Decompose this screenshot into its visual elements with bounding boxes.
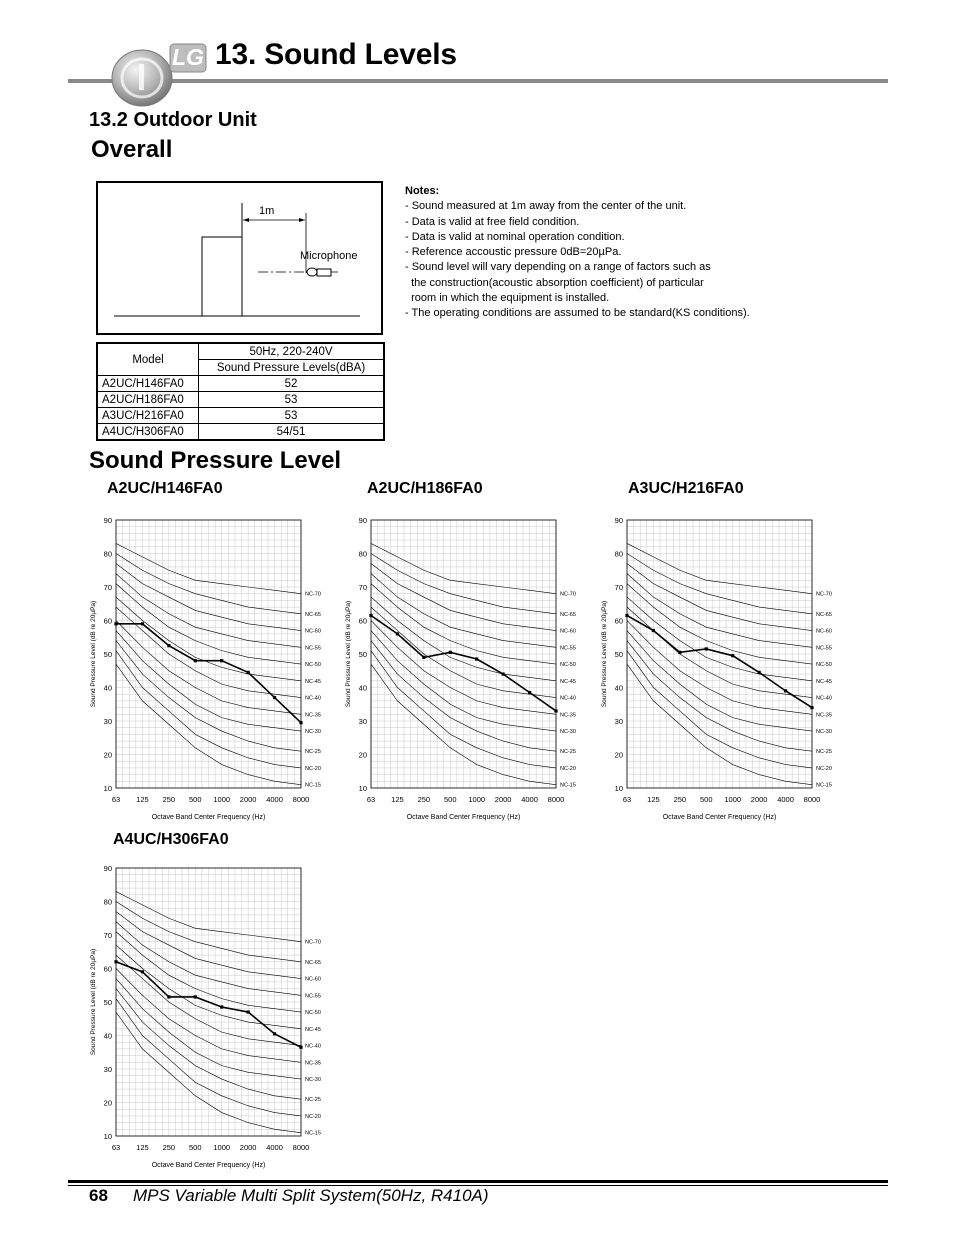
y-tick-label: 20 — [358, 750, 367, 760]
data-point — [114, 622, 117, 625]
model-header: Model — [97, 343, 199, 376]
x-axis-label: Octave Band Center Frequency (Hz) — [151, 1162, 266, 1169]
x-tick-label: 250 — [417, 795, 431, 804]
measurement-diagram — [96, 181, 383, 335]
data-point — [422, 656, 425, 659]
spl-chart-a2uc-h146fa0 — [85, 510, 330, 828]
x-tick-label: 63 — [111, 1143, 121, 1152]
table-row — [97, 424, 384, 441]
nc-label: NC-30 — [305, 1077, 321, 1084]
x-tick-label: 8000 — [292, 1143, 310, 1152]
nc-label: NC-70 — [560, 591, 576, 598]
x-axis-label: Octave Band Center Frequency (Hz) — [406, 814, 521, 821]
nc-label: NC-55 — [305, 645, 321, 652]
y-tick-label: 60 — [103, 616, 112, 626]
page-number: 68 — [89, 1186, 108, 1205]
nc-label: NC-50 — [816, 662, 832, 669]
x-tick-label: 8000 — [547, 795, 565, 804]
nc-label: NC-45 — [560, 678, 576, 685]
data-point — [652, 629, 655, 632]
spl-chart-a3uc-h216fa0 — [596, 510, 841, 828]
x-tick-label: 8000 — [803, 795, 821, 804]
y-tick-label: 40 — [103, 1031, 112, 1041]
x-tick-label: 63 — [111, 795, 121, 804]
note-line: - Data is valid at nominal operation condition. — [405, 230, 625, 243]
x-tick-label: 125 — [136, 1143, 149, 1152]
distance-label: 1m — [259, 205, 275, 217]
y-tick-label: 90 — [614, 516, 623, 525]
level-cell: 53 — [199, 392, 385, 408]
data-point — [114, 960, 117, 963]
notes-title: Notes: — [405, 185, 440, 197]
note-line: - The operating conditions are assumed to be standard(KS conditions). — [405, 307, 750, 320]
data-point — [369, 614, 372, 617]
note-line: - Sound measured at 1m away from the center of the unit. — [405, 200, 687, 213]
y-axis-label: Sound Pressure Level (dB re 20µPa) — [90, 600, 97, 708]
y-tick-label: 40 — [614, 683, 623, 693]
x-tick-label: 1000 — [468, 795, 486, 804]
nc-label: NC-20 — [560, 765, 576, 772]
section-subtitle: 13.2 Outdoor Unit — [89, 109, 257, 131]
y-tick-label: 30 — [103, 717, 112, 726]
document-title: MPS Variable Multi Split System(50Hz, R410A) — [133, 1186, 489, 1205]
data-point — [167, 995, 170, 998]
x-tick-label: 500 — [444, 795, 457, 804]
model-cell: A2UC/H186FA0 — [97, 392, 199, 408]
nc-label: NC-35 — [560, 712, 576, 719]
data-point — [194, 659, 197, 662]
nc-label: NC-40 — [305, 695, 321, 702]
y-tick-label: 90 — [103, 864, 112, 873]
y-axis-label: Sound Pressure Level (dB re 20µPa) — [90, 948, 97, 1056]
data-point — [625, 614, 628, 617]
level-cell: 53 — [199, 408, 385, 424]
y-tick-label: 40 — [103, 683, 112, 693]
data-point — [299, 721, 302, 724]
x-tick-label: 250 — [162, 795, 176, 804]
data-point — [528, 691, 531, 694]
y-tick-label: 20 — [103, 750, 112, 760]
data-point — [141, 970, 144, 973]
y-tick-label: 40 — [358, 683, 367, 693]
level-cell: 52 — [199, 376, 385, 392]
nc-label: NC-50 — [305, 662, 321, 669]
sound-level-table — [96, 342, 385, 441]
note-line: - Sound level will vary depending on a range of factors such as — [405, 261, 711, 274]
x-tick-label: 250 — [162, 1143, 176, 1152]
data-point — [810, 706, 813, 709]
x-tick-label: 8000 — [292, 795, 310, 804]
x-tick-label: 1000 — [213, 1143, 231, 1152]
nc-label: NC-60 — [816, 628, 832, 635]
x-tick-label: 4000 — [266, 795, 283, 804]
lg-logo — [108, 40, 212, 108]
y-tick-label: 10 — [614, 784, 623, 793]
chart-title: A3UC/H216FA0 — [628, 480, 744, 497]
y-tick-label: 30 — [358, 717, 367, 726]
data-point — [273, 1032, 276, 1035]
x-tick-label: 4000 — [777, 795, 794, 804]
x-axis-label: Octave Band Center Frequency (Hz) — [662, 814, 777, 821]
x-tick-label: 1000 — [724, 795, 742, 804]
x-tick-label: 4000 — [266, 1143, 283, 1152]
x-tick-label: 500 — [189, 1143, 202, 1152]
nc-label: NC-50 — [560, 662, 576, 669]
spl-chart-a4uc-h306fa0 — [85, 858, 330, 1176]
data-point — [247, 1010, 250, 1013]
y-tick-label: 50 — [103, 998, 112, 1007]
note-line: - Reference accoustic pressure 0dB=20µPa. — [405, 246, 622, 259]
y-tick-label: 70 — [358, 583, 367, 592]
nc-label: NC-65 — [816, 611, 832, 618]
x-tick-label: 500 — [189, 795, 202, 804]
x-tick-label: 1000 — [213, 795, 231, 804]
data-point — [167, 644, 170, 647]
y-tick-label: 70 — [614, 583, 623, 592]
nc-label: NC-55 — [816, 645, 832, 652]
y-tick-label: 50 — [358, 650, 367, 659]
y-tick-label: 60 — [103, 964, 112, 974]
data-point — [502, 673, 505, 676]
note-line: - Data is valid at free field condition. — [405, 215, 580, 228]
data-point — [758, 671, 761, 674]
data-point — [247, 671, 250, 674]
footer-rule — [68, 1180, 888, 1183]
y-tick-label: 90 — [103, 516, 112, 525]
x-tick-label: 125 — [136, 795, 149, 804]
y-tick-label: 10 — [103, 784, 112, 793]
x-tick-label: 2000 — [239, 795, 257, 804]
notes-block — [405, 184, 885, 322]
nc-label: NC-40 — [560, 695, 576, 702]
nc-label: NC-65 — [305, 611, 321, 618]
y-tick-label: 30 — [614, 717, 623, 726]
nc-label: NC-15 — [305, 1130, 321, 1137]
data-point — [396, 632, 399, 635]
y-tick-label: 80 — [358, 549, 367, 559]
chart-title: A2UC/H186FA0 — [367, 480, 483, 497]
y-tick-label: 10 — [358, 784, 367, 793]
y-tick-label: 50 — [614, 650, 623, 659]
nc-label: NC-55 — [560, 645, 576, 652]
y-tick-label: 80 — [103, 549, 112, 559]
nc-label: NC-25 — [816, 749, 832, 756]
y-tick-label: 90 — [358, 516, 367, 525]
nc-label: NC-20 — [816, 765, 832, 772]
nc-label: NC-60 — [560, 628, 576, 635]
nc-label: NC-40 — [305, 1043, 321, 1050]
model-cell: A2UC/H146FA0 — [97, 376, 199, 392]
y-tick-label: 70 — [103, 931, 112, 940]
table-row — [97, 392, 384, 408]
table-row — [97, 376, 384, 392]
y-tick-label: 20 — [103, 1098, 112, 1108]
data-point — [475, 657, 478, 660]
nc-label: NC-65 — [560, 611, 576, 618]
nc-label: NC-30 — [305, 729, 321, 736]
nc-label: NC-20 — [305, 765, 321, 772]
y-tick-label: 70 — [103, 583, 112, 592]
nc-label: NC-35 — [816, 712, 832, 719]
data-point — [194, 995, 197, 998]
data-point — [678, 651, 681, 654]
nc-label: NC-55 — [305, 993, 321, 1000]
x-tick-label: 2000 — [750, 795, 768, 804]
overall-heading: Overall — [91, 136, 173, 163]
y-tick-label: 30 — [103, 1065, 112, 1074]
x-axis-label: Octave Band Center Frequency (Hz) — [151, 814, 266, 821]
x-tick-label: 500 — [700, 795, 713, 804]
data-point — [705, 647, 708, 650]
nc-label: NC-70 — [305, 939, 321, 946]
chart-title: A2UC/H146FA0 — [107, 480, 223, 497]
data-point — [141, 622, 144, 625]
y-tick-label: 80 — [614, 549, 623, 559]
model-cell: A4UC/H306FA0 — [97, 424, 199, 441]
data-point — [273, 696, 276, 699]
freq-header: 50Hz, 220-240V — [199, 343, 385, 360]
nc-label: NC-15 — [305, 782, 321, 789]
logo-text: LG — [172, 44, 204, 70]
note-line: the construction(acoustic absorption coefficient) of particular — [405, 276, 704, 289]
nc-label: NC-25 — [305, 749, 321, 756]
nc-label: NC-70 — [816, 591, 832, 598]
nc-label: NC-70 — [305, 591, 321, 598]
model-cell: A3UC/H216FA0 — [97, 408, 199, 424]
y-axis-label: Sound Pressure Level (dB re 20µPa) — [601, 600, 608, 708]
nc-label: NC-50 — [305, 1010, 321, 1017]
x-tick-label: 2000 — [494, 795, 512, 804]
nc-label: NC-30 — [816, 729, 832, 736]
nc-label: NC-60 — [305, 628, 321, 635]
level-cell: 54/51 — [199, 424, 385, 441]
nc-label: NC-15 — [560, 782, 576, 789]
spl-heading: Sound Pressure Level — [89, 447, 342, 474]
data-point — [784, 689, 787, 692]
nc-label: NC-15 — [816, 782, 832, 789]
x-tick-label: 125 — [647, 795, 660, 804]
nc-label: NC-20 — [305, 1113, 321, 1120]
nc-label: NC-30 — [560, 729, 576, 736]
data-point — [299, 1046, 302, 1049]
data-point — [554, 709, 557, 712]
y-tick-label: 60 — [358, 616, 367, 626]
microphone-label: Microphone — [300, 250, 358, 262]
y-tick-label: 60 — [614, 616, 623, 626]
x-tick-label: 4000 — [521, 795, 538, 804]
data-point — [449, 651, 452, 654]
nc-label: NC-25 — [560, 749, 576, 756]
nc-label: NC-40 — [816, 695, 832, 702]
data-point — [731, 654, 734, 657]
level-header: Sound Pressure Levels(dBA) — [199, 360, 385, 376]
y-tick-label: 10 — [103, 1132, 112, 1141]
data-point — [220, 659, 223, 662]
y-tick-label: 20 — [614, 750, 623, 760]
nc-label: NC-65 — [305, 959, 321, 966]
nc-label: NC-45 — [305, 678, 321, 685]
x-tick-label: 125 — [391, 795, 404, 804]
nc-label: NC-35 — [305, 712, 321, 719]
x-tick-label: 250 — [673, 795, 687, 804]
x-tick-label: 63 — [366, 795, 376, 804]
nc-label: NC-35 — [305, 1060, 321, 1067]
y-axis-label: Sound Pressure Level (dB re 20µPa) — [345, 600, 352, 708]
data-point — [220, 1005, 223, 1008]
nc-label: NC-45 — [305, 1026, 321, 1033]
table-row — [97, 408, 384, 424]
nc-label: NC-25 — [305, 1097, 321, 1104]
y-tick-label: 80 — [103, 897, 112, 907]
x-tick-label: 2000 — [239, 1143, 257, 1152]
nc-label: NC-45 — [816, 678, 832, 685]
chart-title: A4UC/H306FA0 — [113, 831, 229, 848]
x-tick-label: 63 — [622, 795, 632, 804]
page-title: 13. Sound Levels — [215, 38, 457, 71]
note-line: room in which the equipment is installed. — [405, 292, 610, 305]
spl-chart-a2uc-h186fa0 — [340, 510, 585, 828]
y-tick-label: 50 — [103, 650, 112, 659]
nc-label: NC-60 — [305, 976, 321, 983]
